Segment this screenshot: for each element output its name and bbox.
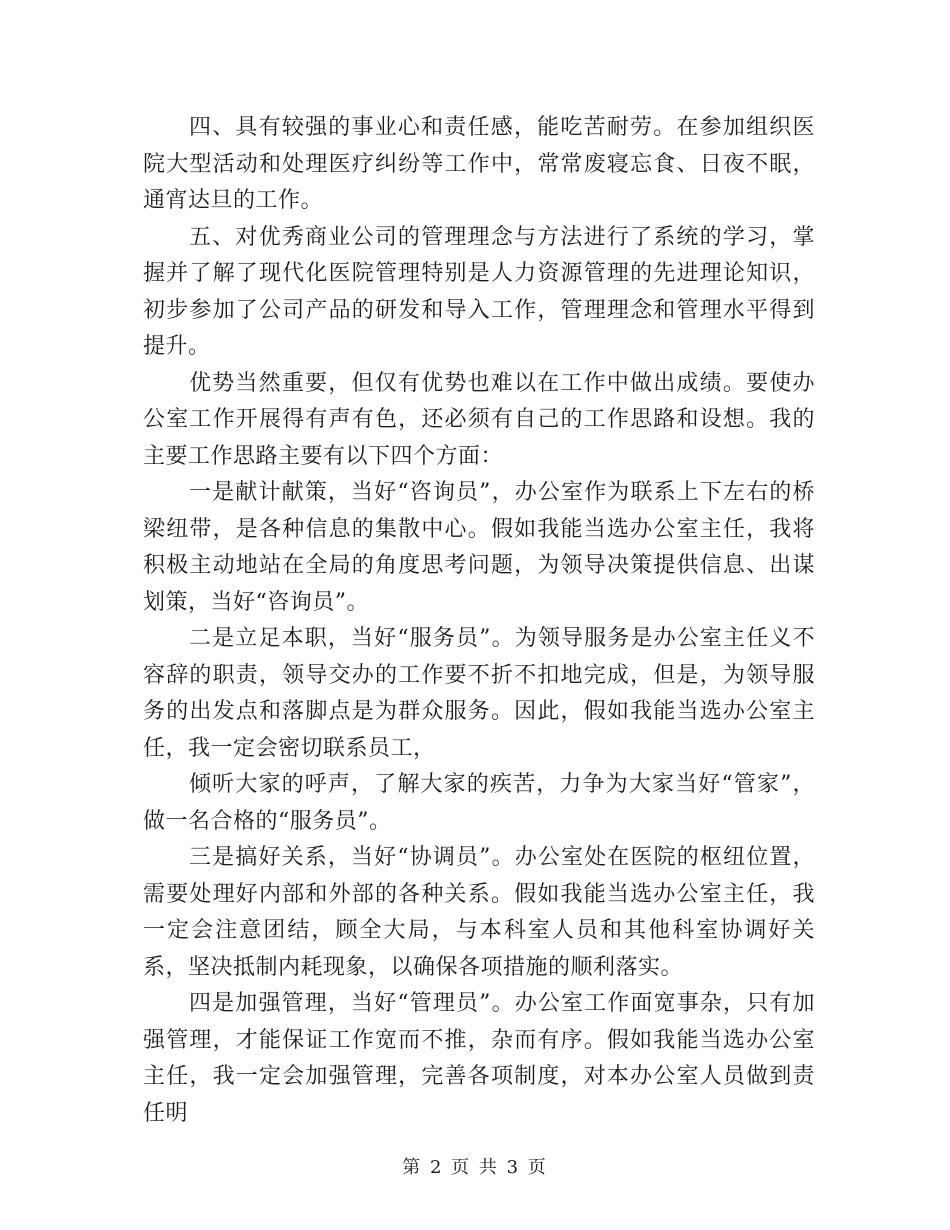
document-body	[143, 110, 815, 1132]
paragraph-idea-service-continued: 倾听大家的呼声，了解大家的疾苦，力争为大家当好“管家”，做一名合格的“服务员”。	[143, 772, 815, 834]
paragraph-strength-5: 五、对优秀商业公司的管理理念与方法进行了系统的学习，掌握并了解了现代化医院管理特别是人力资源管理的先进理论知识，初步参加了公司产品的研发和导入工作，管理理念和管理水平得到提升。	[143, 224, 815, 359]
paragraph-idea-coordinator: 三是搞好关系，当好“协调员”。办公室处在医院的枢纽位置，需要处理好内部和外部的各种关系。假如我能当选办公室主任，我一定会注意团结，顾全大局，与本科室人员和其他科室协调好关系，坚决抵制内耗现象，以确保各项措施的顺利落实。	[143, 845, 815, 980]
paragraph-strength-4: 四、具有较强的事业心和责任感，能吃苦耐劳。在参加组织医院大型活动和处理医疗纠纷等工作中，常常废寝忘食、日夜不眠，通宵达旦的工作。	[143, 115, 815, 213]
paragraph-idea-consultant: 一是献计献策，当好“咨询员”，办公室作为联系上下左右的桥梁纽带，是各种信息的集散中心。假如我能当选办公室主任，我将积极主动地站在全局的角度思考问题，为领导决策提供信息、出谋划策，当好“咨询员”。	[143, 480, 815, 615]
paragraph-idea-service: 二是立足本职，当好“服务员”。为领导服务是办公室主任义不容辞的职责，领导交办的工作要不折不扣地完成，但是，为领导服务的出发点和落脚点是为群众服务。因此，假如我能当选办公室主任，我一定会密切联系员工，	[143, 626, 815, 761]
paragraph-idea-manager: 四是加强管理，当好“管理员”。办公室工作面宽事杂，只有加强管理，才能保证工作宽而不推，杂而有序。假如我能当选办公室主任，我一定会加强管理，完善各项制度，对本办公室人员做到责任明	[143, 991, 815, 1126]
page-number-footer: 第 2 页 共 3 页	[402, 1157, 548, 1178]
paragraph-work-ideas-intro: 优势当然重要，但仅有优势也难以在工作中做出成绩。要使办公室工作开展得有声有色，还必须有自己的工作思路和设想。我的主要工作思路主要有以下四个方面：	[143, 370, 815, 469]
